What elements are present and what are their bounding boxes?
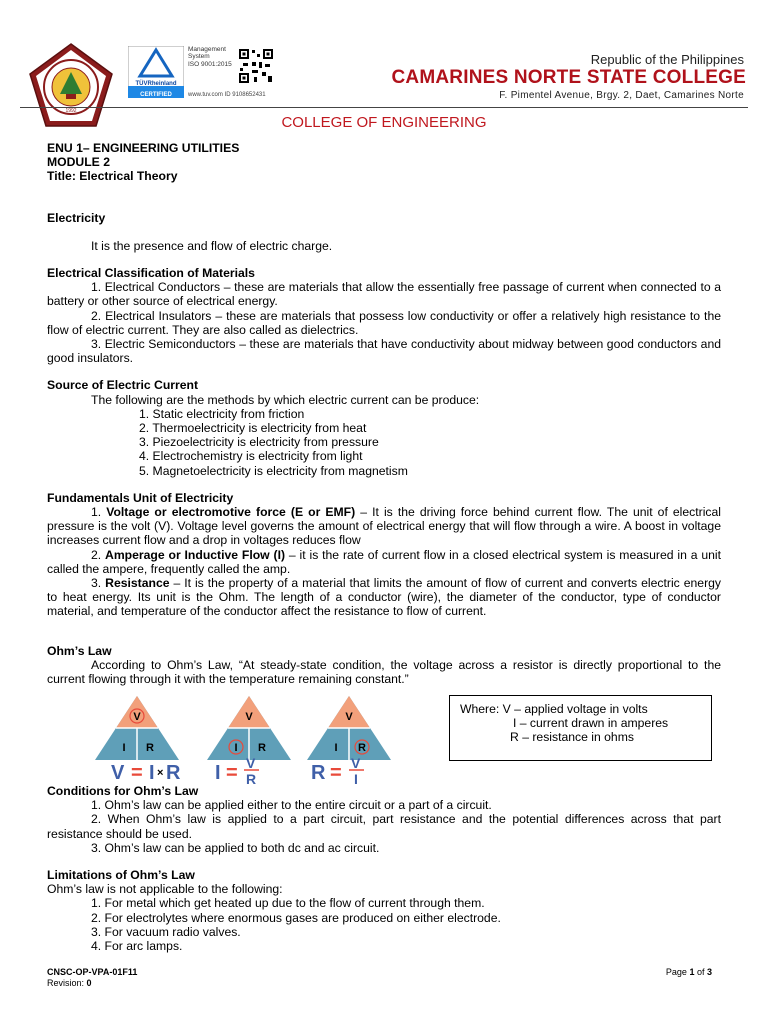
seal-year-text: 1992 <box>65 108 77 114</box>
formula2-den: R <box>246 771 257 784</box>
fundamental-resistance: 3. Resistance – It is the property of a material that limits the amount of flow of current and converts electric energy to heat energy. Its unit is the Ohm. The length of a conductor (wire), the diameter of the conductor, type of conductor material, and temperature of the conductor affect the resistance to flow of current. <box>47 576 721 619</box>
college-address: F. Pimentel Avenue, Brgy. 2, Daet, Camarines Norte <box>499 90 744 101</box>
section-heading-fundamentals: Fundamentals Unit of Electricity <box>47 490 234 505</box>
source-item: 3. Piezoelectricity is electricity from pressure <box>139 435 379 450</box>
formula1-eq: = <box>131 762 143 784</box>
tri3-v: V <box>345 711 353 723</box>
classification-item: 1. Electrical Conductors – these are materials that allow the essentially free passage of current when connected to a battery or other source of electrical energy. <box>47 280 721 309</box>
condition-item: 2. When Ohm’s law is applied to a part circuit, part resistance and the potential differences across that part resistance should be used. <box>47 812 721 841</box>
formula3-eq: = <box>330 762 342 784</box>
source-intro: The following are the methods by which electric current can be produce: <box>91 392 480 407</box>
page-number: Page 1 of 3 <box>665 967 712 977</box>
formula2-num: V <box>246 755 256 771</box>
condition-item: 3. Ohm’s law can be applied to both dc and ac circuit. <box>91 840 380 855</box>
college-name: CAMARINES NORTE STATE COLLEGE <box>391 67 746 88</box>
tri2-v: V <box>245 711 253 723</box>
tri1-r: R <box>146 742 154 754</box>
module-number: MODULE 2 <box>47 155 110 170</box>
classification-item: 3. Electric Semiconductors – these are materials that have conductivity about midway between good conductors and good insulators. <box>47 337 721 366</box>
section-heading-electricity: Electricity <box>47 210 106 225</box>
formula3-num: V <box>351 755 361 771</box>
section-heading-ohms-law: Ohm’s Law <box>47 643 112 658</box>
formula1-times: × <box>157 767 164 779</box>
electricity-definition: It is the presence and flow of electric charge. <box>91 238 333 253</box>
legend-voltage: Where: V – applied voltage in volts <box>460 702 648 716</box>
limitation-item: 2. For electrolytes where enormous gases are produced on either electrode. <box>91 910 501 925</box>
source-item: 5. Magnetoelectricity is electricity from magnetism <box>139 463 408 478</box>
formula2-eq: = <box>226 762 238 784</box>
revision-label: Revision: 0 <box>47 978 92 988</box>
formula1-r: R <box>166 762 181 784</box>
section-heading-conditions: Conditions for Ohm’s Law <box>47 784 199 798</box>
department-title: COLLEGE OF ENGINEERING <box>281 114 487 131</box>
iso-cert-text <box>188 46 236 68</box>
cert-line: ISO 9001:2015 <box>188 60 232 68</box>
cert-url: www.tuv.com ID 9108652431 <box>188 92 266 98</box>
lower-content <box>47 784 721 953</box>
qr-code-icon <box>238 48 274 84</box>
limitations-intro: Ohm’s law is not applicable to the following: <box>47 882 283 897</box>
source-item: 1. Static electricity from friction <box>139 406 305 421</box>
triangle-r-highlight <box>307 696 391 760</box>
module-title: Title: Electrical Theory <box>47 169 178 184</box>
source-item: 2. Thermoelectricity is electricity from heat <box>139 421 367 436</box>
section-heading-limitations: Limitations of Ohm’s Law <box>47 868 195 883</box>
tri2-r: R <box>258 742 266 754</box>
limitation-item: 4. For arc lamps. <box>91 939 183 954</box>
fundamental-amperage: 2. Amperage or Inductive Flow (I) – it is the rate of current flow in a closed electrical system is measured in a unit called the ampere, frequently called the amp. <box>47 547 721 576</box>
condition-item: 1. Ohm’s law can be applied either to the entire circuit or a part of a circuit. <box>91 798 492 813</box>
limitation-item: 3. For vacuum radio valves. <box>91 924 241 939</box>
tuv-certification-badge <box>128 46 184 98</box>
formula2-lhs: I <box>215 762 221 784</box>
source-item: 4. Electrochemistry is electricity from light <box>139 449 363 464</box>
cert-brand: TÜVRheinland <box>135 81 177 87</box>
ohms-law-statement: According to Ohm’s Law, “At steady-state condition, the voltage across a resistor is directly proportional to the current flowing through it with the temperature remaining constant.” <box>47 657 721 687</box>
cert-line: Management <box>188 46 226 53</box>
cert-stamp: CERTIFIED <box>140 92 172 98</box>
ohms-law-triangles <box>93 694 413 784</box>
tri3-r: R <box>358 742 366 754</box>
ohms-law-legend-box <box>449 695 712 761</box>
cert-line: System <box>188 53 210 61</box>
legend-resistance: R – resistance in ohms <box>510 730 634 744</box>
header-divider <box>20 107 748 108</box>
module-code: ENU 1– ENGINEERING UTILITIES <box>47 141 240 155</box>
tri1-i: I <box>122 742 126 754</box>
fundamental-voltage: 1. Voltage or electromotive force (E or EMF) – It is the driving force behind current flow. The unit of electrical pressure is the volt (V). Voltage level governs the amount of electrical energy that will flow through a wire. A boost in voltage increases current flow and a drop in voltages reduces flow <box>47 505 721 548</box>
formula3-lhs: R <box>311 762 326 784</box>
tri3-i: I <box>334 742 338 754</box>
section-heading-classification: Electrical Classification of Materials <box>47 266 255 281</box>
republic-label: Republic of the Philippines <box>590 52 744 67</box>
triangle-i-highlight <box>207 696 291 760</box>
document-code: CNSC-OP-VPA-01F11 <box>47 967 138 977</box>
formula3-den: I <box>354 771 358 784</box>
triangle-v-highlight <box>95 696 179 760</box>
module-content <box>47 141 721 686</box>
tri1-v: V <box>133 711 141 723</box>
limitation-item: 1. For metal which get heated up due to the flow of current through them. <box>91 896 485 911</box>
tri2-i: I <box>234 742 238 754</box>
legend-current: I – current drawn in amperes <box>513 716 669 730</box>
formula1-i: I <box>149 762 155 784</box>
classification-item: 2. Electrical Insulators – these are materials that possess low conductivity or offer a relatively high resistance to the flow of electric current. They are also called as dielectrics. <box>47 308 721 337</box>
formula1-lhs: V <box>111 762 125 784</box>
section-heading-source: Source of Electric Current <box>47 378 199 393</box>
